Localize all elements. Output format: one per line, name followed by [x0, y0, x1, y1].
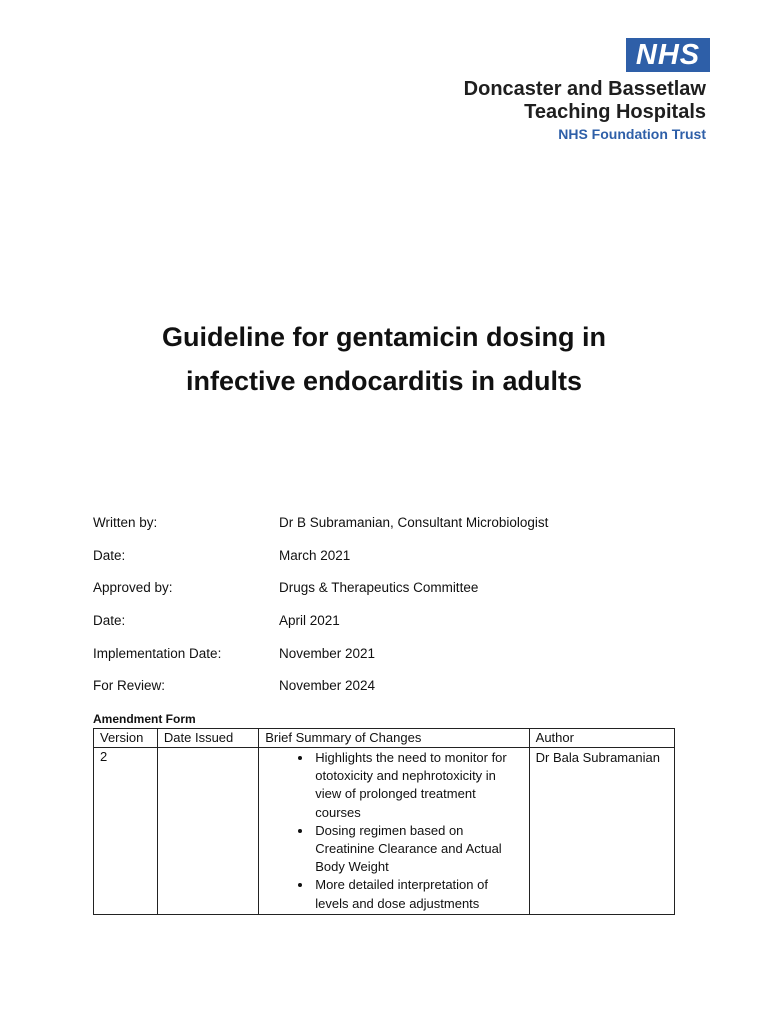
meta-label: Date: — [93, 547, 126, 563]
meta-row-date — [93, 548, 693, 581]
amendment-table — [93, 728, 675, 915]
list-item: • Highlights the need to monitor for ototoxicity and nephrotoxicity in view of prolonged treatment courses — [313, 749, 522, 822]
amendment-form-title: Amendment Form — [93, 712, 196, 726]
cell-summary — [259, 748, 529, 915]
header-summary: Brief Summary of Changes — [259, 729, 529, 748]
meta-label: For Review: — [93, 678, 166, 694]
nhs-badge: NHS — [626, 38, 710, 72]
cell-version: 2 — [94, 748, 158, 915]
table-header-row — [94, 729, 675, 748]
meta-value: Dr B Subramanian, Consultant Microbiologist — [279, 515, 549, 530]
meta-value: March 2021 — [279, 547, 351, 563]
title-line-1: Guideline for gentamicin dosing in — [161, 322, 607, 352]
meta-value: Drugs & Therapeutics Committee — [279, 580, 479, 596]
meta-label: Date: — [93, 613, 126, 629]
header-date-issued: Date Issued — [157, 729, 258, 748]
meta-row-approved-by — [93, 580, 693, 613]
meta-row-written-by — [93, 515, 693, 548]
meta-label: Approved by: — [93, 580, 173, 596]
meta-label: Implementation Date: — [93, 645, 222, 661]
cell-author: Dr Bala Subramanian — [529, 748, 674, 915]
header-version: Version — [94, 729, 158, 748]
changes-list — [265, 749, 522, 913]
meta-value: November 2021 — [279, 645, 376, 661]
document-metadata — [93, 515, 693, 711]
meta-value: April 2021 — [279, 613, 340, 629]
meta-row-for-review — [93, 678, 693, 711]
meta-label: Written by: — [93, 515, 158, 530]
header-author: Author — [529, 729, 674, 748]
document-title — [0, 315, 768, 403]
org-name-line1: Doncaster and Bassetlaw — [463, 78, 706, 100]
cell-date-issued — [157, 748, 258, 915]
list-item: • More detailed interpretation of levels and dose adjustments — [313, 876, 522, 912]
meta-row-approval-date — [93, 613, 693, 646]
meta-value: November 2024 — [279, 678, 376, 694]
org-name-line2: Teaching Hospitals — [524, 101, 706, 123]
list-item: • Dosing regimen based on Creatinine Clearance and Actual Body Weight — [313, 822, 522, 877]
org-name-line3: NHS Foundation Trust — [558, 126, 706, 142]
meta-row-implementation-date — [93, 646, 693, 679]
table-row — [94, 748, 675, 915]
title-line-2: infective endocarditis in adults — [185, 366, 583, 396]
